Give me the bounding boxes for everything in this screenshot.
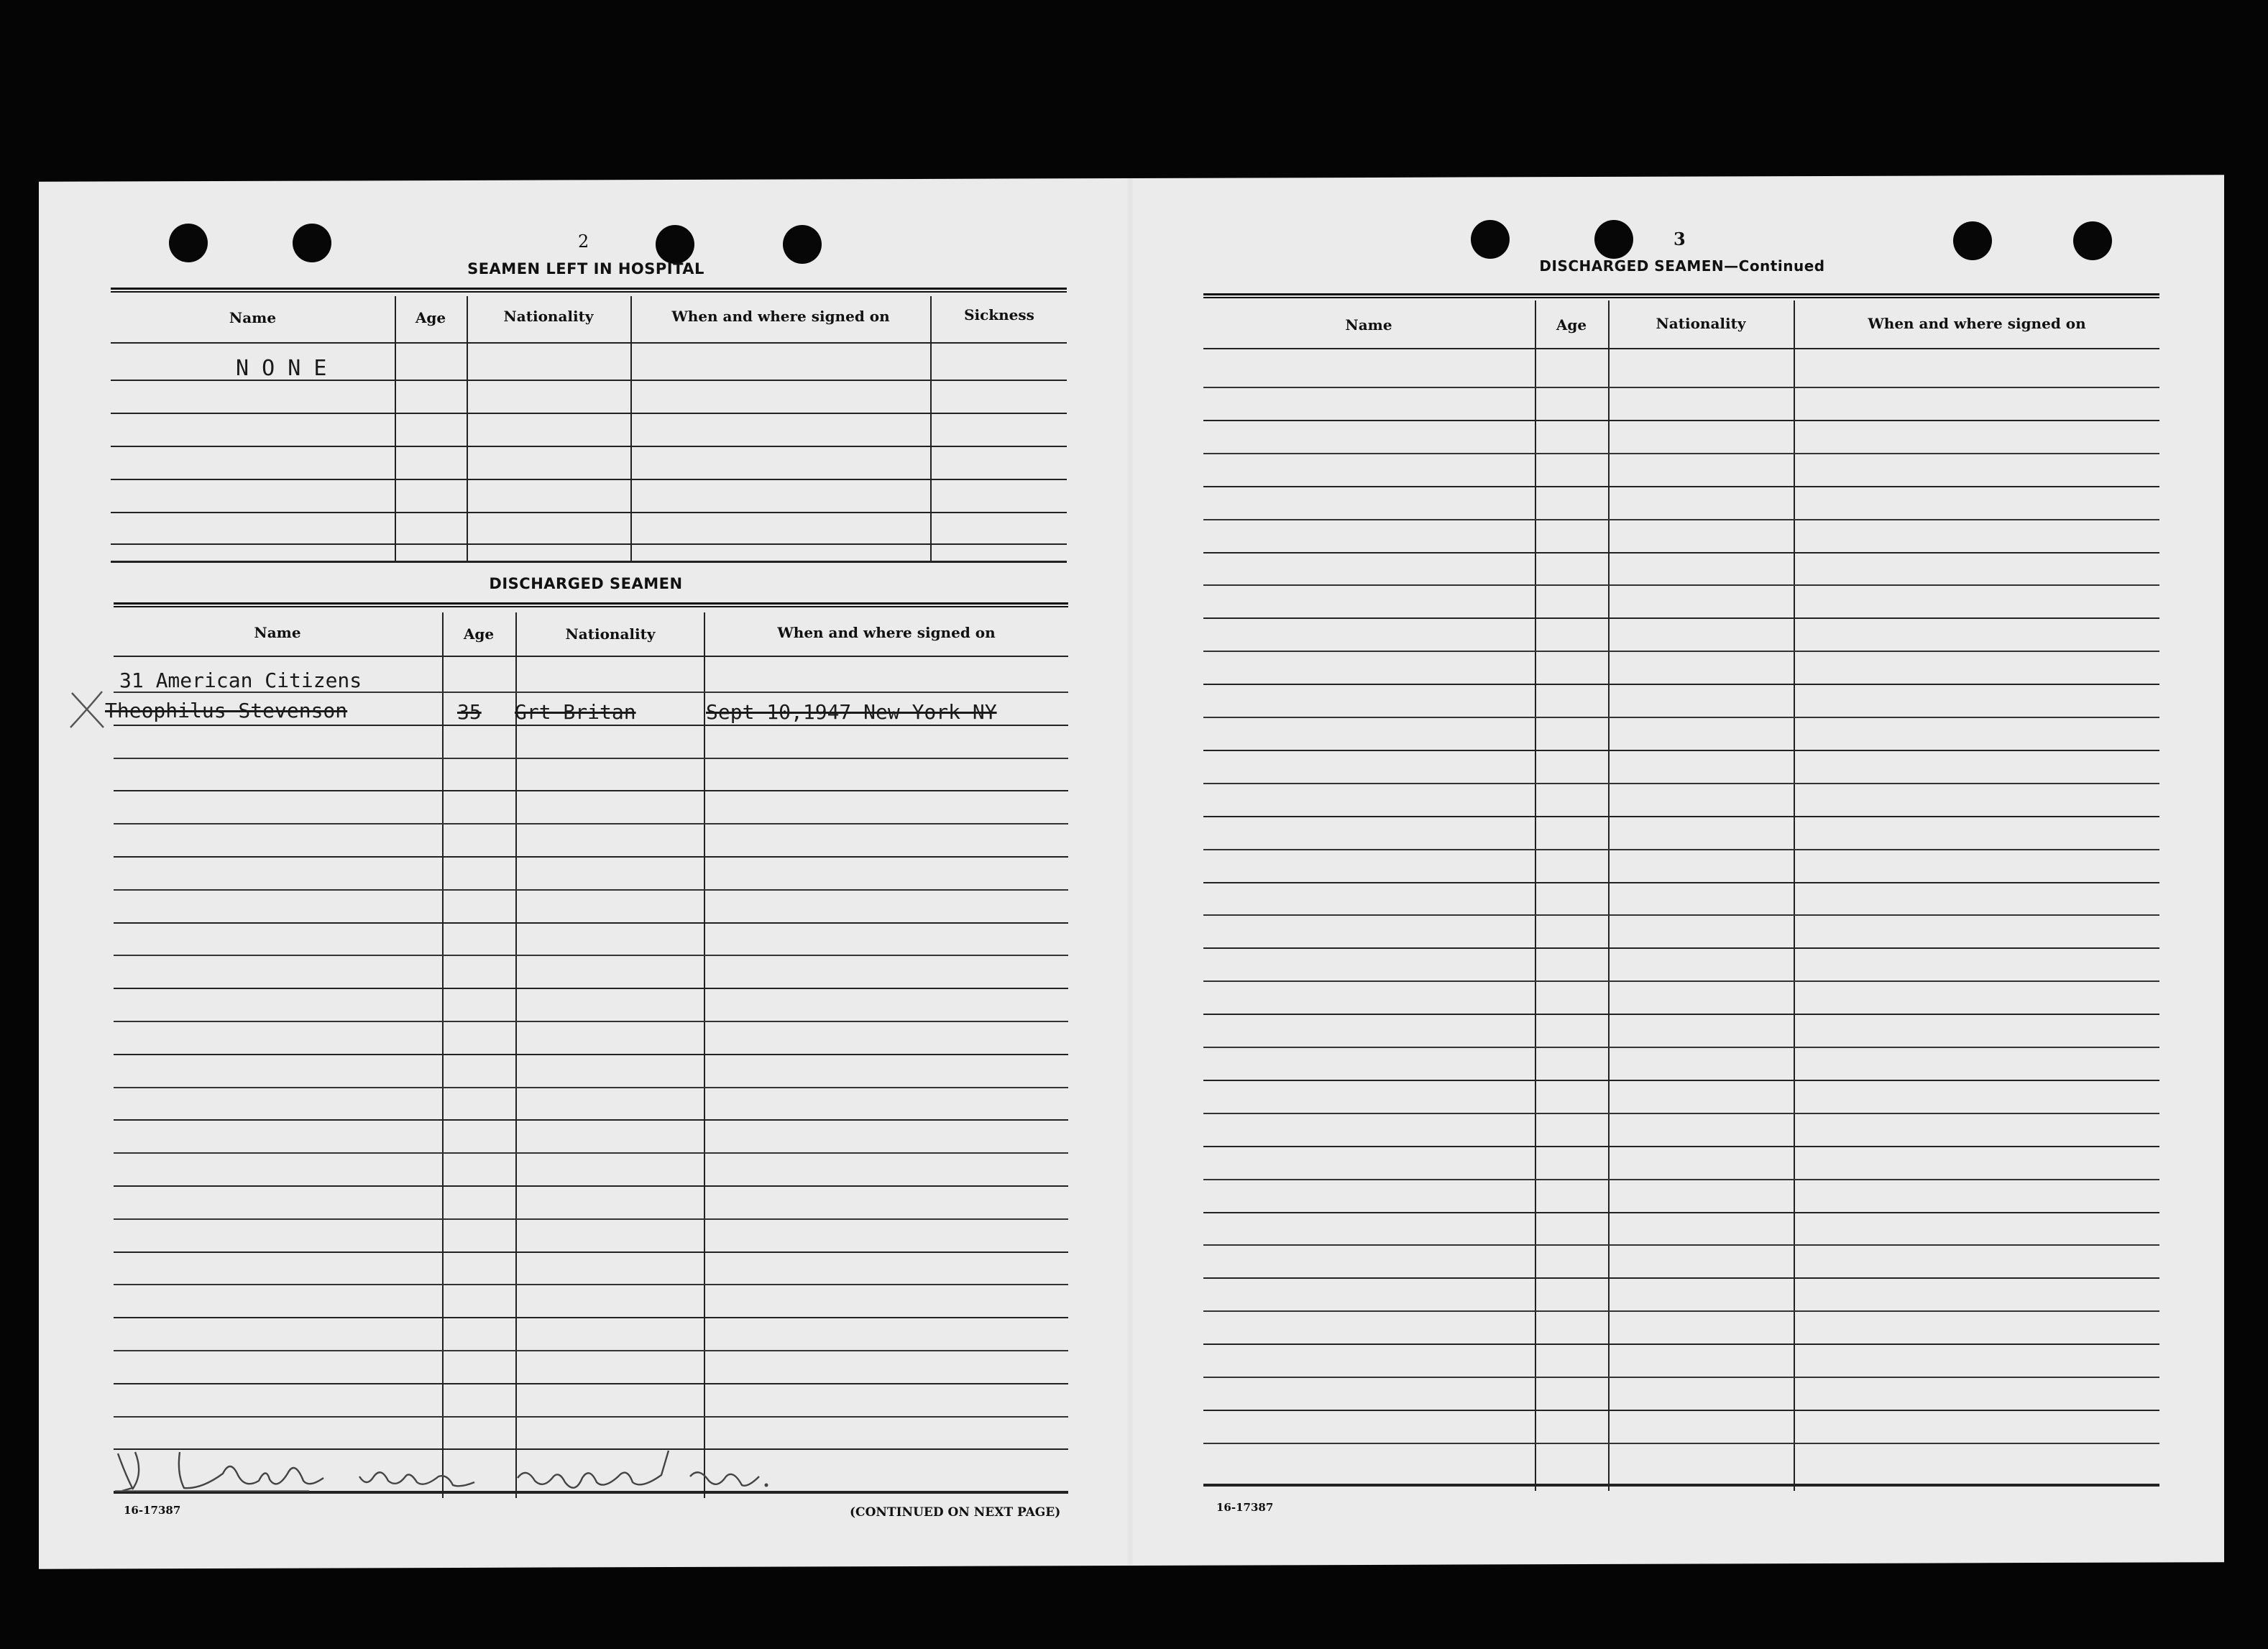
form-row-line [1203,387,2159,388]
form-row-line [114,1054,1068,1055]
form-row-line [1203,1212,2159,1213]
form-row-line [114,1119,1068,1121]
form-row-line [1203,980,2159,982]
punch-hole [783,225,822,264]
hospital-col-divider [467,296,468,562]
handwritten-note [115,1445,776,1495]
hospital-row-line [111,479,1067,480]
form-row-line [114,725,1068,726]
form-row-line [1203,1310,2159,1312]
hospital-row-line [111,543,1067,545]
form-row-line [114,790,1068,791]
right-section-title: DISCHARGED SEAMEN—Continued [1539,257,1825,275]
form-row-line [114,1021,1068,1022]
hospital-section-title: SEAMEN LEFT IN HOSPITAL [467,260,704,277]
form-row-line [114,856,1068,858]
form-row-line [114,922,1068,924]
discharged-col-divider [442,612,444,1498]
form-row-line [1203,1244,2159,1246]
form-row-line [1203,816,2159,817]
form-row-line [114,1416,1068,1418]
form-row-line [1203,1179,2159,1180]
form-row-line [114,1185,1068,1187]
form-row-line [1203,1047,2159,1048]
form-row-line [1203,914,2159,916]
discharged-row-2-signed-on: Sept 10,1947 New York NY [706,700,997,724]
discharged-row-2-nationality: Grt Britan [515,700,636,724]
discharged-col-age: Age [463,625,495,643]
discharged-col-signed-on: When and where signed on [777,624,996,641]
hospital-col-age: Age [415,309,446,326]
discharged-row-2-name: Theophilus Stevenson [105,699,348,722]
hospital-col-signed-on: When and where signed on [671,308,890,325]
form-row-line [1203,1410,2159,1411]
continued-note: (CONTINUED ON NEXT PAGE) [850,1505,1061,1520]
form-row-line [1203,1343,2159,1345]
form-row-line [1203,584,2159,586]
right-col-name: Name [1345,316,1392,334]
x-mark [66,689,109,732]
hospital-col-divider [395,296,396,562]
form-row-line [1203,849,2159,850]
hospital-top-rule [111,288,1067,293]
hospital-col-divider [930,296,932,562]
discharged-section-title: DISCHARGED SEAMEN [489,575,683,592]
form-row-line [1203,684,2159,685]
hospital-col-sickness: Sickness [964,306,1034,323]
discharged-col-name: Name [254,624,301,641]
right-col-divider [1794,300,1795,1491]
form-row-line [114,889,1068,891]
punch-hole [1594,220,1633,259]
right-col-divider [1535,300,1536,1491]
form-row-line [1203,882,2159,883]
hospital-col-nationality: Nationality [503,308,594,325]
hospital-row-line [111,512,1067,513]
form-row-line [1203,617,2159,619]
right-col-nationality: Nationality [1656,315,1746,332]
form-row-line [114,1087,1068,1088]
hospital-header-rule [111,342,1067,344]
form-row-line [114,1152,1068,1154]
discharged-row-1-name: 31 American Citizens [119,669,362,692]
hospital-row-line [111,446,1067,447]
right-top-rule [1203,293,2159,298]
form-row-line [1203,1014,2159,1015]
form-row-line [1203,1080,2159,1081]
form-row-line [1203,519,2159,520]
discharged-col-divider [704,612,705,1498]
form-row-line [1203,1377,2159,1378]
form-row-line [1203,947,2159,949]
form-row-line [1203,552,2159,554]
form-row-line [114,1317,1068,1318]
form-row-line [1203,453,2159,454]
form-code-left: 16-17387 [124,1504,181,1517]
hospital-col-name: Name [229,309,277,326]
form-row-line [1203,486,2159,487]
form-row-line [114,1284,1068,1285]
discharged-row-2-age: 35 [457,700,482,724]
hospital-col-divider [630,296,632,562]
form-row-line [114,758,1068,759]
right-header-rule [1203,348,2159,349]
hospital-none-entry: N O N E [236,356,327,381]
form-row-line [1203,783,2159,784]
form-row-line [1203,651,2159,652]
hospital-bottom-rule [111,561,1067,563]
form-row-line [1203,750,2159,751]
form-row-line [114,823,1068,824]
page-number-left: 2 [578,231,589,252]
punch-hole [2073,221,2112,260]
punch-hole [169,224,208,262]
form-row-line [114,1350,1068,1351]
form-row-line [114,1251,1068,1253]
form-row-line [1203,1277,2159,1279]
form-row-line [114,1218,1068,1220]
form-row-line [1203,1113,2159,1114]
punch-hole [1471,220,1510,259]
form-code-right: 16-17387 [1216,1501,1274,1514]
discharged-col-nationality: Nationality [565,625,656,643]
form-bottom-rule [1203,1484,2159,1487]
form-row-line [114,1383,1068,1384]
punch-hole [1953,221,1992,260]
discharged-top-rule [114,602,1068,607]
hospital-row-line [111,413,1067,414]
page-fold [1127,178,1133,1566]
page-number-right: 3 [1674,229,1686,249]
form-row-line [1203,717,2159,718]
punch-hole [656,225,694,264]
form-row-line [1203,420,2159,421]
form-row-line [114,988,1068,989]
right-col-age: Age [1556,316,1587,334]
discharged-header-rule [114,656,1068,657]
right-col-divider [1608,300,1610,1491]
discharged-col-divider [515,612,517,1498]
form-row-line [1203,1443,2159,1444]
form-row-line [114,955,1068,956]
right-col-signed-on: When and where signed on [1868,315,2086,332]
form-row-line [1203,1146,2159,1147]
punch-hole [293,224,331,262]
